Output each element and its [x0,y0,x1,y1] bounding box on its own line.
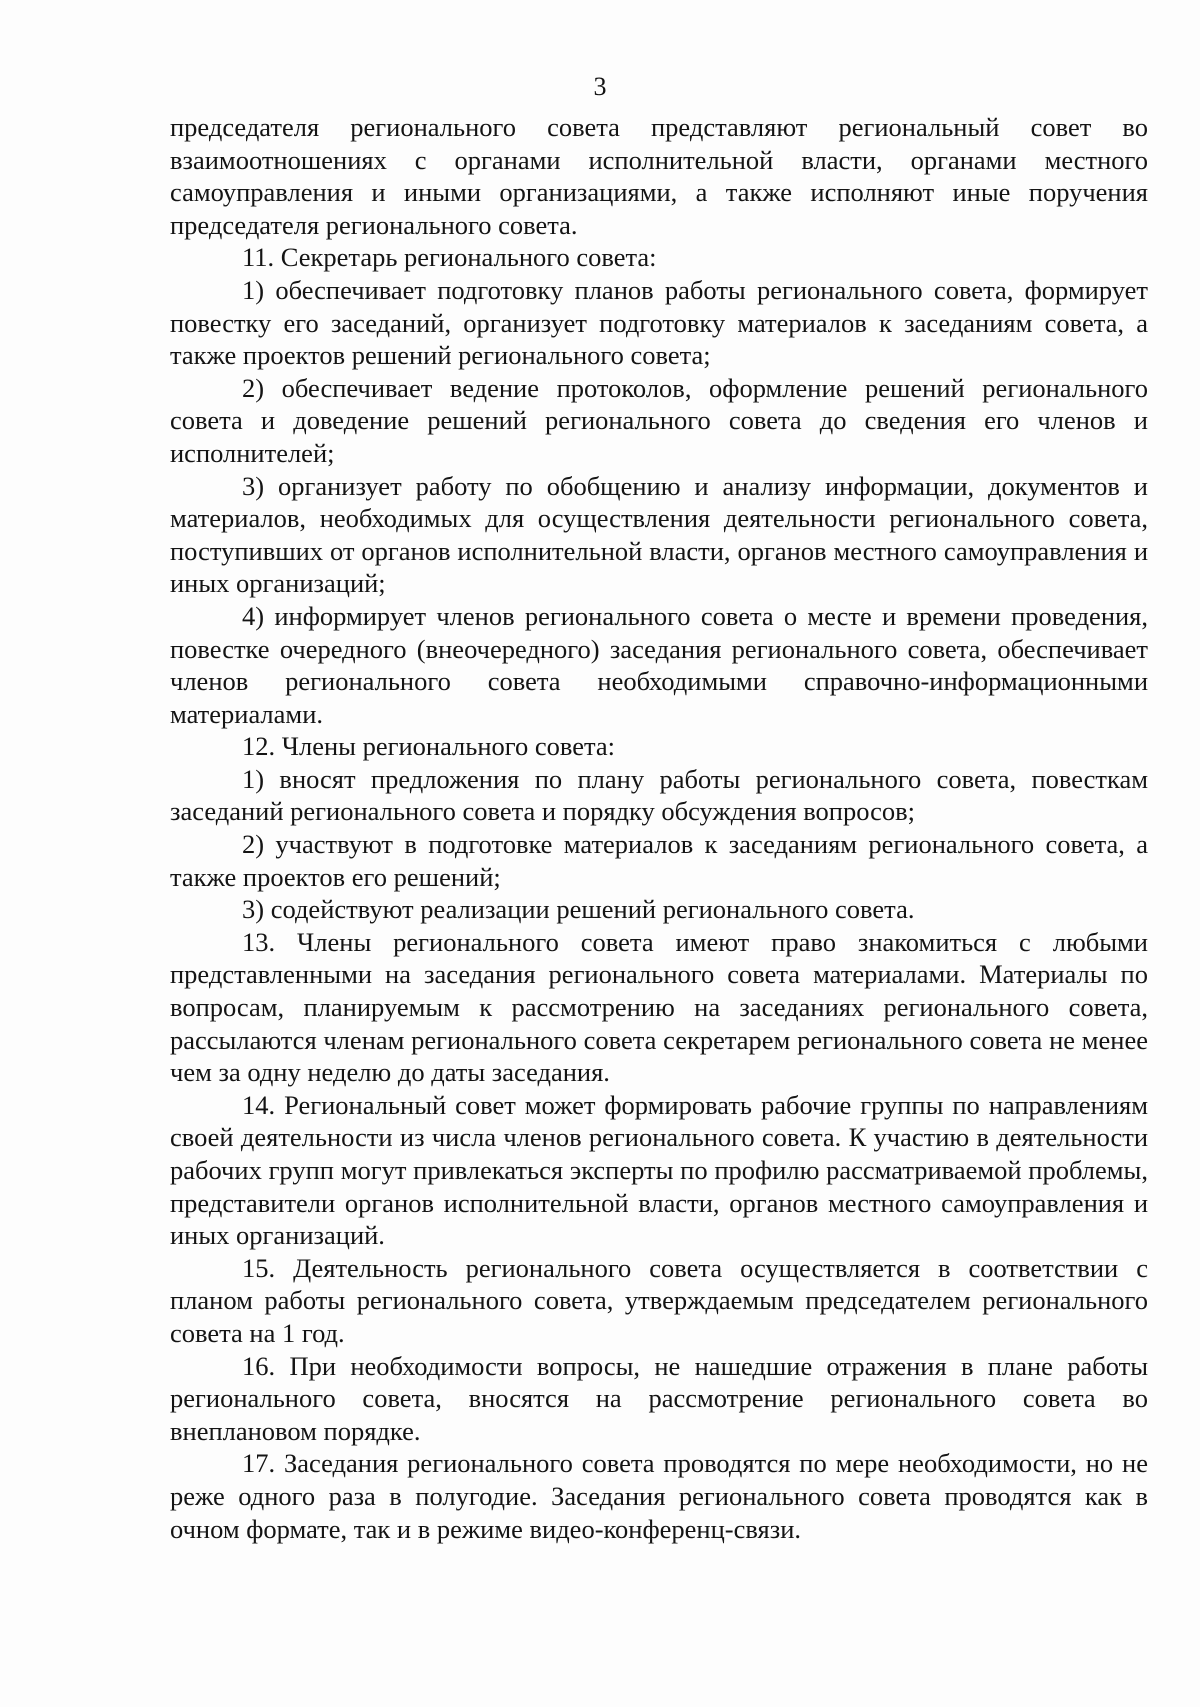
paragraph: 3) содействуют реализации решений регионального совета. [242,894,915,925]
paragraph: 4) информирует членов регионального совета о месте и времени проведения, повестке очередного (внеочередного) заседания регионального совета, обеспечивает членов регионального совета необходимыми справочно-информационными материалами. [170,600,1148,729]
paragraph: 13. Члены регионального совета имеют право знакомиться с любыми представленными на заседания регионального совета материалами. Материалы по вопросам, планируемым к рассмотрению на заседаниях регионального совета, рассылаются членам регионального совета секретарем регионального совета не менее чем за одну неделю до даты заседания. [170,926,1148,1088]
paragraph: 14. Региональный совет может формировать рабочие группы по направлениям своей деятельности из числа членов регионального совета. К участию в деятельности рабочих групп могут привлекаться эксперты по профилю рассматриваемой проблемы, представители органов исполнительной власти, органов местного самоуправления и иных организаций. [170,1089,1148,1251]
paragraph: 12. Члены регионального совета: [242,731,616,762]
paragraph: 16. При необходимости вопросы, не нашедшие отражения в плане работы регионального совета, вносятся на рассмотрение регионального совета во внеплановом порядке. [170,1350,1148,1446]
paragraph: председателя регионального совета представляют региональный совет во взаимоотношениях с органами исполнительной власти, органами местного самоуправления и иными организациями, а также исполняют иные поручения председателя регионального совета. [170,112,1148,240]
page-number: 3 [593,72,607,101]
paragraph: 11. Секретарь регионального совета: [242,242,657,273]
document-body [170,111,1148,1545]
paragraph: 15. Деятельность регионального совета осуществляется в соответствии с планом работы регионального совета, утверждаемым председателем регионального совета на 1 год. [170,1252,1148,1348]
paragraph: 1) обеспечивает подготовку планов работы регионального совета, формирует повестку его заседаний, организует подготовку материалов к заседаниям совета, а также проектов решений регионального совета; [170,274,1148,371]
paragraph: 1) вносят предложения по плану работы регионального совета, повесткам заседаний регионального совета и порядку обсуждения вопросов; [170,763,1148,827]
paragraph: 2) обеспечивает ведение протоколов, оформление решений регионального совета и доведение решений регионального совета до сведения его членов и исполнителей; [170,372,1148,468]
paragraph: 2) участвуют в подготовке материалов к заседаниям регионального совета, а также проектов его решений; [170,829,1148,892]
paragraph: 3) организует работу по обобщению и анализу информации, документов и материалов, необходимых для осуществления деятельности регионального совета, поступивших от органов исполнительной власти, органов местного самоуправления и иных организаций; [170,470,1148,599]
paragraph: 17. Заседания регионального совета проводятся по мере необходимости, но не реже одного раза в полугодие. Заседания регионального совета проводятся как в очном формате, так и в режиме видео-конференц-связи. [170,1448,1148,1544]
